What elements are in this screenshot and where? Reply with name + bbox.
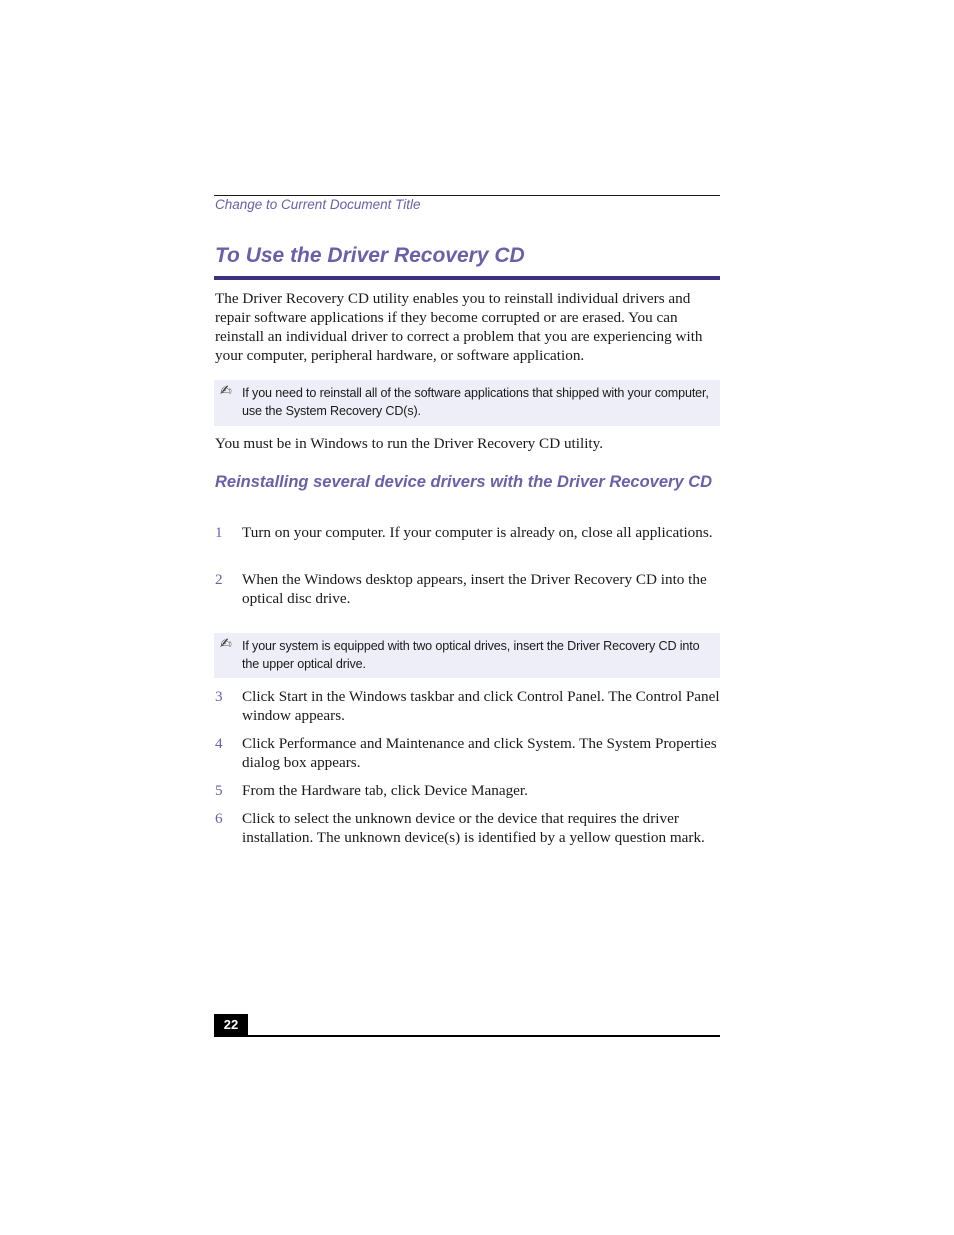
intro-paragraph: The Driver Recovery CD utility enables you to reinstall individual drivers and repair software applications if they become corrupted or are erased. You can reinstall an individual driver to correct a problem that you are experiencing with your computer, peripheral hardware, or software application. (215, 290, 703, 364)
running-header: Change to Current Document Title (215, 197, 421, 212)
document-page (214, 0, 720, 1235)
step-text: Click Performance and Maintenance and click System. The System Properties dialog box appears. (242, 735, 717, 771)
step-number: 3 (215, 688, 223, 705)
subsection-heading: Reinstalling several device drivers with the Driver Recovery CD (215, 473, 713, 491)
step-number: 5 (215, 782, 223, 799)
page-number: 22 (214, 1014, 248, 1036)
step-number: 4 (215, 735, 223, 752)
note-pencil-icon: ✍ (220, 383, 232, 399)
header-rule (214, 195, 720, 196)
note-text: If your system is equipped with two optical drives, insert the Driver Recovery CD into the upper optical drive. (242, 639, 700, 671)
note-text: If you need to reinstall all of the software applications that shipped with your computer, use the System Recovery CD(s). (242, 386, 709, 418)
page-title: To Use the Driver Recovery CD (215, 244, 525, 267)
step-text: Click Start in the Windows taskbar and click Control Panel. The Control Panel window appears. (242, 688, 720, 724)
note-box (214, 380, 720, 426)
footer-rule (214, 1035, 720, 1037)
step-number: 2 (215, 571, 223, 588)
note-pencil-icon: ✍ (220, 636, 232, 652)
step-text: When the Windows desktop appears, insert the Driver Recovery CD into the optical disc drive. (242, 571, 707, 607)
title-rule (214, 276, 720, 280)
step-number: 6 (215, 810, 223, 827)
step-text: Click to select the unknown device or the device that requires the driver installation. The unknown device(s) is identified by a yellow question mark. (242, 810, 705, 846)
note-box (214, 633, 720, 678)
step-text: From the Hardware tab, click Device Manager. (242, 782, 528, 799)
step-number: 1 (215, 524, 223, 541)
windows-requirement: You must be in Windows to run the Driver Recovery CD utility. (215, 435, 604, 452)
step-text: Turn on your computer. If your computer is already on, close all applications. (242, 524, 713, 541)
